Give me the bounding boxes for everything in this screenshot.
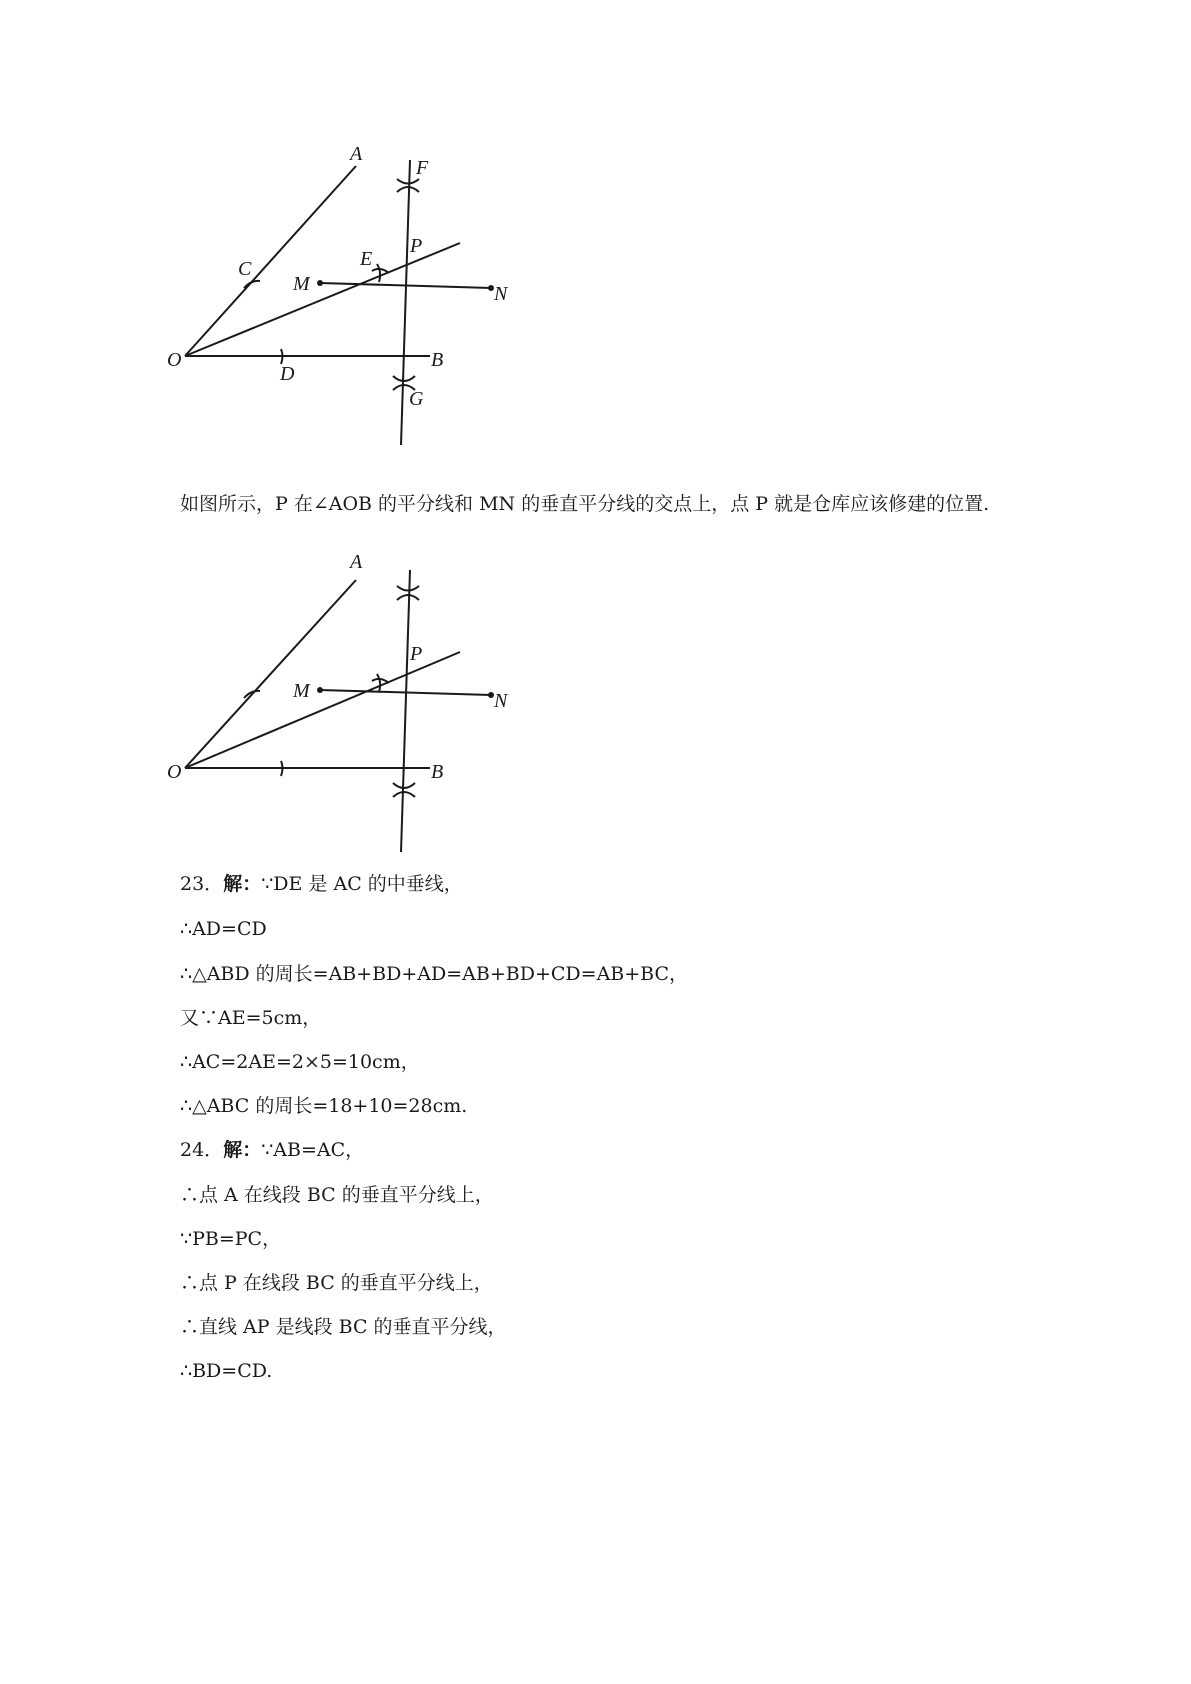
- solution-line: ∴△ABD 的周长=AB+BD+AD=AB+BD+CD=AB+BC，: [180, 963, 689, 985]
- solution-line: ∴点 P 在线段 BC 的垂直平分线上，: [180, 1272, 493, 1294]
- solution-line: ∵PB=PC，: [180, 1228, 282, 1250]
- label-g: G: [409, 388, 424, 410]
- label-p: P: [410, 235, 423, 257]
- arc-mark-c: [244, 281, 260, 288]
- label-c: C: [238, 258, 252, 280]
- problem-number: 23．: [180, 873, 224, 895]
- solution-24-heading: [180, 1138, 364, 1162]
- point-m: [317, 280, 323, 286]
- solution-line: ∴AD=CD: [180, 918, 267, 940]
- construction-explanation: [180, 480, 1020, 528]
- label-o: O: [167, 349, 182, 371]
- construction-figure-2: [160, 551, 560, 920]
- label-o: O: [167, 761, 182, 783]
- solution-23-heading: [180, 872, 463, 896]
- point-m: [317, 687, 323, 693]
- ray-oa: [185, 580, 356, 768]
- solution-line: ∴BD=CD.: [180, 1360, 273, 1382]
- solution-line: 又∵AE=5cm，: [180, 1007, 322, 1029]
- ray-oa: [185, 166, 356, 356]
- construction-figure-1: [160, 140, 560, 480]
- label-e: E: [360, 248, 373, 270]
- solve-label: 解：: [223, 873, 262, 895]
- label-m: M: [293, 680, 310, 702]
- perpendicular-bisector: [401, 570, 410, 852]
- label-n: N: [494, 690, 508, 712]
- solution-line: ∴△ABC 的周长=18+10=28cm.: [180, 1095, 468, 1117]
- explanation-text: 如图所示，P 在∠AOB 的平分线和 MN 的垂直平分线的交点上，点 P 就是仓库应该修建的位置.: [180, 493, 990, 515]
- label-b: B: [431, 761, 444, 783]
- label-d: D: [280, 363, 295, 385]
- solution-line: ∴直线 AP 是线段 BC 的垂直平分线，: [180, 1316, 507, 1338]
- arc-mark: [397, 586, 419, 600]
- angle-bisector: [185, 243, 460, 356]
- label-f: F: [416, 157, 429, 179]
- angle-bisector: [185, 652, 460, 768]
- label-m: M: [293, 273, 310, 295]
- solution-line: ∵DE 是 AC 的中垂线，: [261, 873, 463, 895]
- label-a: A: [350, 143, 363, 165]
- arc-mark-f: [397, 179, 419, 192]
- label-n: N: [494, 283, 508, 305]
- problem-number: 24．: [180, 1139, 224, 1161]
- solution-line: ∴点 A 在线段 BC 的垂直平分线上，: [180, 1184, 494, 1206]
- label-b: B: [431, 349, 444, 371]
- label-a: A: [350, 551, 363, 573]
- solution-line: ∵AB=AC，: [261, 1139, 365, 1161]
- solution-line: ∴AC=2AE=2×5=10cm，: [180, 1051, 420, 1073]
- label-p: P: [410, 643, 423, 665]
- solve-label: 解：: [223, 1139, 262, 1161]
